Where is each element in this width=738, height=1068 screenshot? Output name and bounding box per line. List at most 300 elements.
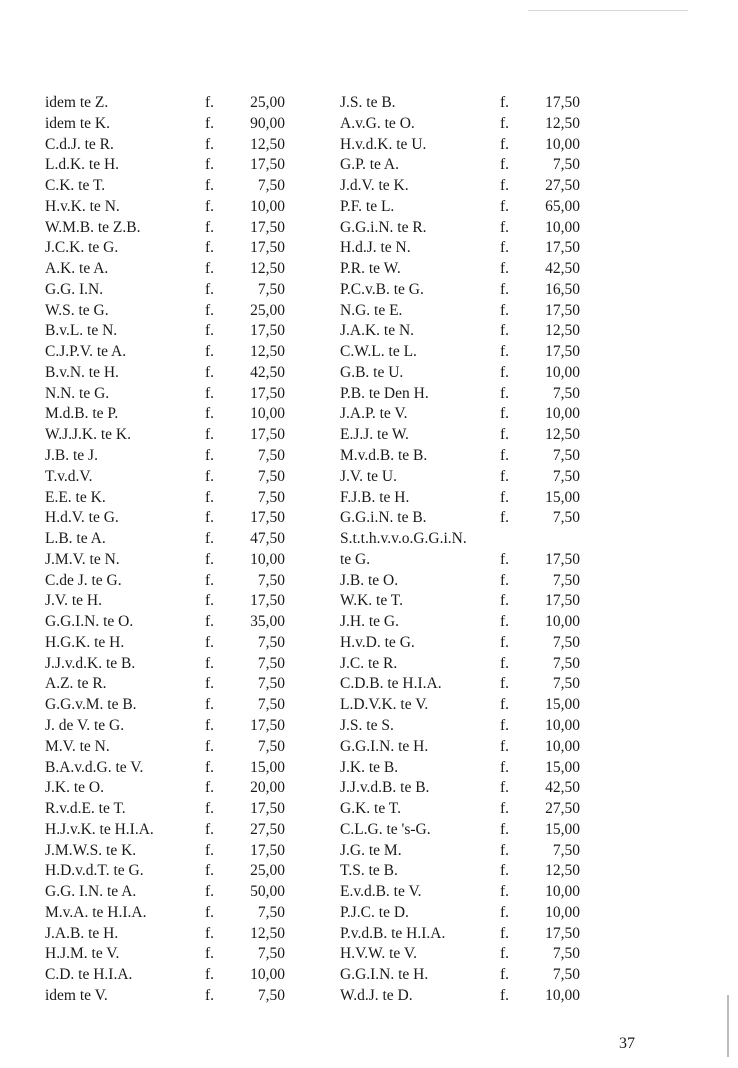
donation-row	[45, 259, 285, 280]
donation-row	[340, 218, 580, 239]
currency-symbol: f.	[205, 675, 215, 693]
donation-row	[340, 238, 580, 259]
donation-row	[340, 903, 580, 924]
donation-row	[340, 425, 580, 446]
currency-symbol: f.	[205, 903, 215, 921]
currency-symbol: f.	[205, 883, 215, 901]
currency-symbol: f.	[500, 737, 510, 755]
currency-symbol: f.	[205, 530, 215, 548]
currency-symbol: f.	[205, 800, 215, 818]
currency-symbol: f.	[500, 197, 510, 215]
donation-row	[340, 571, 580, 592]
currency-symbol: f.	[500, 405, 510, 423]
currency-symbol: f.	[500, 156, 510, 174]
donation-row	[45, 633, 285, 654]
donor-name: H.J.M. te V.	[45, 945, 120, 963]
donor-name: J.G. te M.	[340, 841, 402, 859]
donation-amount: 7,50	[552, 841, 580, 859]
donation-row	[45, 924, 285, 945]
currency-symbol: f.	[500, 841, 510, 859]
currency-symbol: f.	[500, 260, 510, 278]
currency-symbol: f.	[205, 862, 215, 880]
donation-amount: 25,00	[250, 862, 285, 880]
donation-row	[45, 529, 285, 550]
currency-symbol: f.	[500, 966, 510, 984]
currency-symbol: f.	[500, 550, 510, 568]
donation-amount: 10,00	[545, 405, 580, 423]
donation-amount: 10,00	[545, 986, 580, 1004]
donation-row	[45, 841, 285, 862]
currency-symbol: f.	[500, 883, 510, 901]
donation-amount: 25,00	[250, 94, 285, 111]
donation-row	[45, 695, 285, 716]
donation-row	[340, 820, 580, 841]
currency-symbol: f.	[205, 716, 215, 734]
donation-row	[340, 654, 580, 675]
donation-amount: 15,00	[250, 758, 285, 776]
donor-name: J.C. te R.	[340, 654, 398, 672]
donation-row	[45, 944, 285, 965]
donation-amount: 10,00	[545, 218, 580, 236]
currency-symbol: f.	[205, 135, 215, 153]
currency-symbol: f.	[205, 94, 215, 111]
donor-name: J.J.v.d.K. te B.	[45, 654, 136, 672]
donor-name: G.G. I.N.	[45, 280, 104, 298]
donation-row	[45, 882, 285, 903]
currency-symbol: f.	[205, 613, 215, 631]
donation-amount: 17,50	[545, 343, 580, 361]
donor-name: J.K. te O.	[45, 779, 104, 797]
donation-row	[340, 674, 580, 695]
currency-symbol: f.	[500, 820, 510, 838]
donation-amount: 7,50	[552, 966, 580, 984]
donation-amount: 12,50	[545, 322, 580, 340]
currency-symbol: f.	[500, 924, 510, 942]
currency-symbol: f.	[205, 177, 215, 195]
donor-name: J. de V. te G.	[45, 716, 125, 734]
donation-row	[45, 986, 285, 1007]
donation-row	[340, 488, 580, 509]
donation-amount: 7,50	[552, 509, 580, 527]
donation-row	[45, 218, 285, 239]
donation-row	[340, 924, 580, 945]
donation-amount: 10,00	[250, 966, 285, 984]
currency-symbol: f.	[500, 633, 510, 651]
donation-row	[45, 903, 285, 924]
donation-amount: 7,50	[257, 488, 285, 506]
donation-amount: 42,50	[545, 779, 580, 797]
donor-name: A.v.G. te O.	[340, 114, 415, 132]
currency-symbol: f.	[205, 550, 215, 568]
donor-name: J.C.K. te G.	[45, 239, 119, 257]
currency-symbol: f.	[500, 945, 510, 963]
donor-name: G.G.i.N. te B.	[340, 509, 427, 527]
donor-name: E.v.d.B. te V.	[340, 883, 422, 901]
donation-amount: 17,50	[250, 426, 285, 444]
donation-row	[45, 155, 285, 176]
donation-amount: 7,50	[257, 675, 285, 693]
donor-name: P.J.C. te D.	[340, 903, 409, 921]
donation-row	[340, 529, 580, 550]
donation-row	[340, 695, 580, 716]
donation-amount: 17,50	[250, 509, 285, 527]
donation-row	[45, 404, 285, 425]
donation-amount: 15,00	[545, 488, 580, 506]
page-number: 37	[619, 1035, 635, 1052]
donation-row	[340, 259, 580, 280]
donation-row	[340, 758, 580, 779]
donation-row	[340, 197, 580, 218]
donor-name: H.J.v.K. te H.I.A.	[45, 820, 154, 838]
donation-row	[340, 612, 580, 633]
donor-name: L.D.V.K. te V.	[340, 696, 429, 714]
donation-row	[45, 591, 285, 612]
donation-amount: 15,00	[545, 696, 580, 714]
donor-name: P.R. te W.	[340, 260, 401, 278]
donor-name: H.D.v.d.T. te G.	[45, 862, 144, 880]
donation-row	[45, 820, 285, 841]
currency-symbol: f.	[205, 363, 215, 381]
currency-symbol: f.	[205, 758, 215, 776]
currency-symbol: f.	[500, 509, 510, 527]
donor-name: P.F. te L.	[340, 197, 395, 215]
currency-symbol: f.	[205, 737, 215, 755]
donor-name: J.V. te H.	[45, 592, 102, 610]
donor-name: C.W.L. te L.	[340, 343, 417, 361]
donation-row	[45, 342, 285, 363]
currency-symbol: f.	[500, 654, 510, 672]
donor-name: G.G.I.N. te O.	[45, 613, 134, 631]
donation-amount: 65,00	[545, 197, 580, 215]
donor-name: N.N. te G.	[45, 384, 110, 402]
donation-row	[45, 176, 285, 197]
donor-name: H.v.d.K. te U.	[340, 135, 427, 153]
donation-amount: 17,50	[545, 550, 580, 568]
donation-amount: 27,50	[250, 820, 285, 838]
donation-row	[340, 778, 580, 799]
page-edge-shadow	[727, 995, 729, 1057]
donation-amount: 7,50	[257, 945, 285, 963]
currency-symbol: f.	[205, 467, 215, 485]
donation-amount: 16,50	[545, 280, 580, 298]
donation-amount: 12,50	[545, 426, 580, 444]
donation-amount: 12,50	[250, 343, 285, 361]
donor-name: H.V.W. te V.	[340, 945, 417, 963]
donation-row	[45, 861, 285, 882]
donation-row	[340, 591, 580, 612]
donor-name: J.A.P. te V.	[340, 405, 408, 423]
currency-symbol: f.	[500, 800, 510, 818]
currency-symbol: f.	[500, 488, 510, 506]
currency-symbol: f.	[500, 716, 510, 734]
donation-row	[340, 737, 580, 758]
donor-name: J.V. te U.	[340, 467, 397, 485]
currency-symbol: f.	[500, 114, 510, 132]
donor-name: E.J.J. te W.	[340, 426, 409, 444]
donation-row	[340, 965, 580, 986]
currency-symbol: f.	[500, 363, 510, 381]
currency-symbol: f.	[205, 343, 215, 361]
donor-name: G.G.v.M. te B.	[45, 696, 137, 714]
donation-row	[45, 508, 285, 529]
donation-amount: 17,50	[250, 322, 285, 340]
donor-name: G.G.I.N. te H.	[340, 966, 429, 984]
donation-row	[340, 550, 580, 571]
donation-row	[45, 716, 285, 737]
donor-name: H.d.J. te N.	[340, 239, 411, 257]
currency-symbol: f.	[205, 322, 215, 340]
donation-row	[340, 114, 580, 135]
currency-symbol: f.	[205, 426, 215, 444]
donation-row	[45, 425, 285, 446]
donation-amount: 7,50	[552, 467, 580, 485]
donation-row	[45, 550, 285, 571]
currency-symbol: f.	[500, 426, 510, 444]
donor-name: W.K. te T.	[340, 592, 403, 610]
donation-row	[340, 363, 580, 384]
donation-amount: 50,00	[250, 883, 285, 901]
donor-name: B.v.L. te N.	[45, 322, 118, 340]
currency-symbol: f.	[205, 841, 215, 859]
donation-row	[45, 197, 285, 218]
currency-symbol: f.	[500, 758, 510, 776]
currency-symbol: f.	[500, 239, 510, 257]
donor-name: W.J.J.K. te K.	[45, 426, 131, 444]
currency-symbol: f.	[205, 260, 215, 278]
donor-name: A.Z. te R.	[45, 675, 107, 693]
donor-name: P.v.d.B. te H.I.A.	[340, 924, 446, 942]
donation-amount: 27,50	[545, 177, 580, 195]
currency-symbol: f.	[500, 903, 510, 921]
donation-amount: 17,50	[250, 156, 285, 174]
donation-amount: 7,50	[552, 633, 580, 651]
right-column	[340, 93, 580, 1007]
currency-symbol: f.	[500, 280, 510, 298]
currency-symbol: f.	[205, 509, 215, 527]
currency-symbol: f.	[500, 696, 510, 714]
currency-symbol: f.	[205, 571, 215, 589]
donation-row	[45, 674, 285, 695]
donation-row	[340, 342, 580, 363]
currency-symbol: f.	[500, 135, 510, 153]
currency-symbol: f.	[205, 633, 215, 651]
donation-row	[340, 882, 580, 903]
donor-name: M.v.A. te H.I.A.	[45, 903, 147, 921]
donation-amount: 7,50	[257, 177, 285, 195]
donation-amount: 17,50	[250, 800, 285, 818]
donor-name: J.S. te B.	[340, 94, 396, 111]
donor-name: M.V. te N.	[45, 737, 110, 755]
donor-name: C.D. te H.I.A.	[45, 966, 133, 984]
donation-amount: 42,50	[545, 260, 580, 278]
currency-symbol: f.	[205, 280, 215, 298]
donation-row	[45, 737, 285, 758]
donation-amount: 10,00	[545, 883, 580, 901]
donation-amount: 17,50	[545, 924, 580, 942]
donor-name: C.L.G. te 's-G.	[340, 820, 431, 838]
donation-amount: 47,50	[250, 530, 285, 548]
currency-symbol: f.	[500, 447, 510, 465]
currency-symbol: f.	[205, 405, 215, 423]
donation-row	[340, 633, 580, 654]
donation-row	[45, 93, 285, 114]
donation-amount: 7,50	[552, 384, 580, 402]
donation-amount: 7,50	[552, 675, 580, 693]
donation-amount: 7,50	[257, 467, 285, 485]
currency-symbol: f.	[205, 197, 215, 215]
donor-name: C.D.B. te H.I.A.	[340, 675, 442, 693]
donation-amount: 12,50	[250, 135, 285, 153]
donor-name: J.A.B. te H.	[45, 924, 119, 942]
donation-row	[45, 114, 285, 135]
currency-symbol: f.	[500, 571, 510, 589]
donation-row	[45, 280, 285, 301]
donation-row	[45, 238, 285, 259]
donor-name: G.G.I.N. te H.	[340, 737, 429, 755]
currency-symbol: f.	[500, 779, 510, 797]
donor-name: T.v.d.V.	[45, 467, 93, 485]
donation-amount: 7,50	[552, 654, 580, 672]
donation-row	[45, 965, 285, 986]
donation-amount: 15,00	[545, 758, 580, 776]
donor-name: C.J.P.V. te A.	[45, 343, 127, 361]
donor-name: S.t.t.h.v.v.o.G.G.i.N.	[340, 530, 467, 548]
donor-name: G.G. I.N. te A.	[45, 883, 137, 901]
donor-name: H.v.D. te G.	[340, 633, 415, 651]
donor-name: L.d.K. te H.	[45, 156, 120, 174]
donor-name: W.S. te G.	[45, 301, 109, 319]
currency-symbol: f.	[500, 343, 510, 361]
donor-name: C.d.J. te R.	[45, 135, 114, 153]
donation-row	[45, 758, 285, 779]
donation-row	[340, 508, 580, 529]
donation-amount: 27,50	[545, 800, 580, 818]
donor-name: J.M.V. te N.	[45, 550, 120, 568]
donor-name: G.P. te A.	[340, 156, 399, 174]
top-edge-rule	[528, 10, 688, 11]
donation-amount: 35,00	[250, 613, 285, 631]
currency-symbol: f.	[500, 613, 510, 631]
donation-row	[45, 799, 285, 820]
donation-row	[340, 799, 580, 820]
donation-amount: 17,50	[545, 592, 580, 610]
donor-name: B.A.v.d.G. te V.	[45, 758, 144, 776]
donation-row	[340, 301, 580, 322]
currency-symbol: f.	[205, 218, 215, 236]
donation-row	[340, 861, 580, 882]
donation-row	[45, 778, 285, 799]
donation-row	[45, 446, 285, 467]
donation-amount: 17,50	[250, 716, 285, 734]
donor-name: P.C.v.B. te G.	[340, 280, 424, 298]
currency-symbol: f.	[500, 862, 510, 880]
currency-symbol: f.	[500, 986, 510, 1004]
donor-name: R.v.d.E. te T.	[45, 800, 126, 818]
donation-amount: 12,50	[545, 862, 580, 880]
donation-amount: 7,50	[257, 696, 285, 714]
donor-name: H.d.V. te G.	[45, 509, 119, 527]
donation-row	[340, 280, 580, 301]
donation-amount: 7,50	[552, 571, 580, 589]
donor-name: idem te Z.	[45, 94, 109, 111]
currency-symbol: f.	[500, 384, 510, 402]
donation-amount: 7,50	[552, 156, 580, 174]
donor-name: J.B. te O.	[340, 571, 399, 589]
donor-name: A.K. te A.	[45, 260, 109, 278]
donation-row	[45, 135, 285, 156]
donation-amount: 17,50	[545, 239, 580, 257]
donation-amount: 10,00	[545, 363, 580, 381]
donor-name: J.J.v.d.B. te B.	[340, 779, 430, 797]
donation-row	[340, 716, 580, 737]
currency-symbol: f.	[205, 384, 215, 402]
currency-symbol: f.	[205, 654, 215, 672]
donor-name: idem te K.	[45, 114, 110, 132]
donor-name: E.E. te K.	[45, 488, 106, 506]
donation-amount: 10,00	[545, 903, 580, 921]
currency-symbol: f.	[205, 301, 215, 319]
donor-name: G.G.i.N. te R.	[340, 218, 427, 236]
donation-amount: 10,00	[250, 405, 285, 423]
donation-row	[340, 404, 580, 425]
donation-amount: 7,50	[552, 945, 580, 963]
donation-row	[340, 135, 580, 156]
donation-row	[45, 612, 285, 633]
donation-amount: 12,50	[250, 260, 285, 278]
donor-name: G.K. te T.	[340, 800, 401, 818]
donation-amount: 17,50	[250, 592, 285, 610]
donor-name: L.B. te A.	[45, 530, 106, 548]
donation-amount: 10,00	[250, 197, 285, 215]
donor-name: te G.	[340, 550, 371, 568]
currency-symbol: f.	[205, 592, 215, 610]
donation-amount: 15,00	[545, 820, 580, 838]
donation-amount: 90,00	[250, 114, 285, 132]
donor-name: J.K. te B.	[340, 758, 399, 776]
currency-symbol: f.	[500, 675, 510, 693]
donation-amount: 17,50	[250, 384, 285, 402]
donation-row	[45, 488, 285, 509]
donation-amount: 7,50	[257, 633, 285, 651]
donor-name: M.d.B. te P.	[45, 405, 119, 423]
currency-symbol: f.	[205, 779, 215, 797]
donation-amount: 10,00	[250, 550, 285, 568]
left-column	[45, 93, 285, 1007]
donation-row	[340, 384, 580, 405]
currency-symbol: f.	[500, 218, 510, 236]
currency-symbol: f.	[205, 239, 215, 257]
donor-name: H.G.K. te H.	[45, 633, 125, 651]
donation-amount: 10,00	[545, 737, 580, 755]
donor-name: C.de J. te G.	[45, 571, 122, 589]
donation-amount: 12,50	[250, 924, 285, 942]
donation-amount: 20,00	[250, 779, 285, 797]
donation-row	[340, 93, 580, 114]
donation-row	[340, 176, 580, 197]
currency-symbol: f.	[205, 447, 215, 465]
donation-row	[45, 363, 285, 384]
currency-symbol: f.	[205, 966, 215, 984]
donor-name: N.G. te E.	[340, 301, 403, 319]
currency-symbol: f.	[205, 488, 215, 506]
donation-amount: 7,50	[257, 654, 285, 672]
donor-name: T.S. te B.	[340, 862, 398, 880]
donation-amount: 17,50	[545, 94, 580, 111]
donor-name: M.v.d.B. te B.	[340, 447, 428, 465]
donation-amount: 17,50	[545, 301, 580, 319]
donation-row	[340, 944, 580, 965]
donation-row	[45, 321, 285, 342]
